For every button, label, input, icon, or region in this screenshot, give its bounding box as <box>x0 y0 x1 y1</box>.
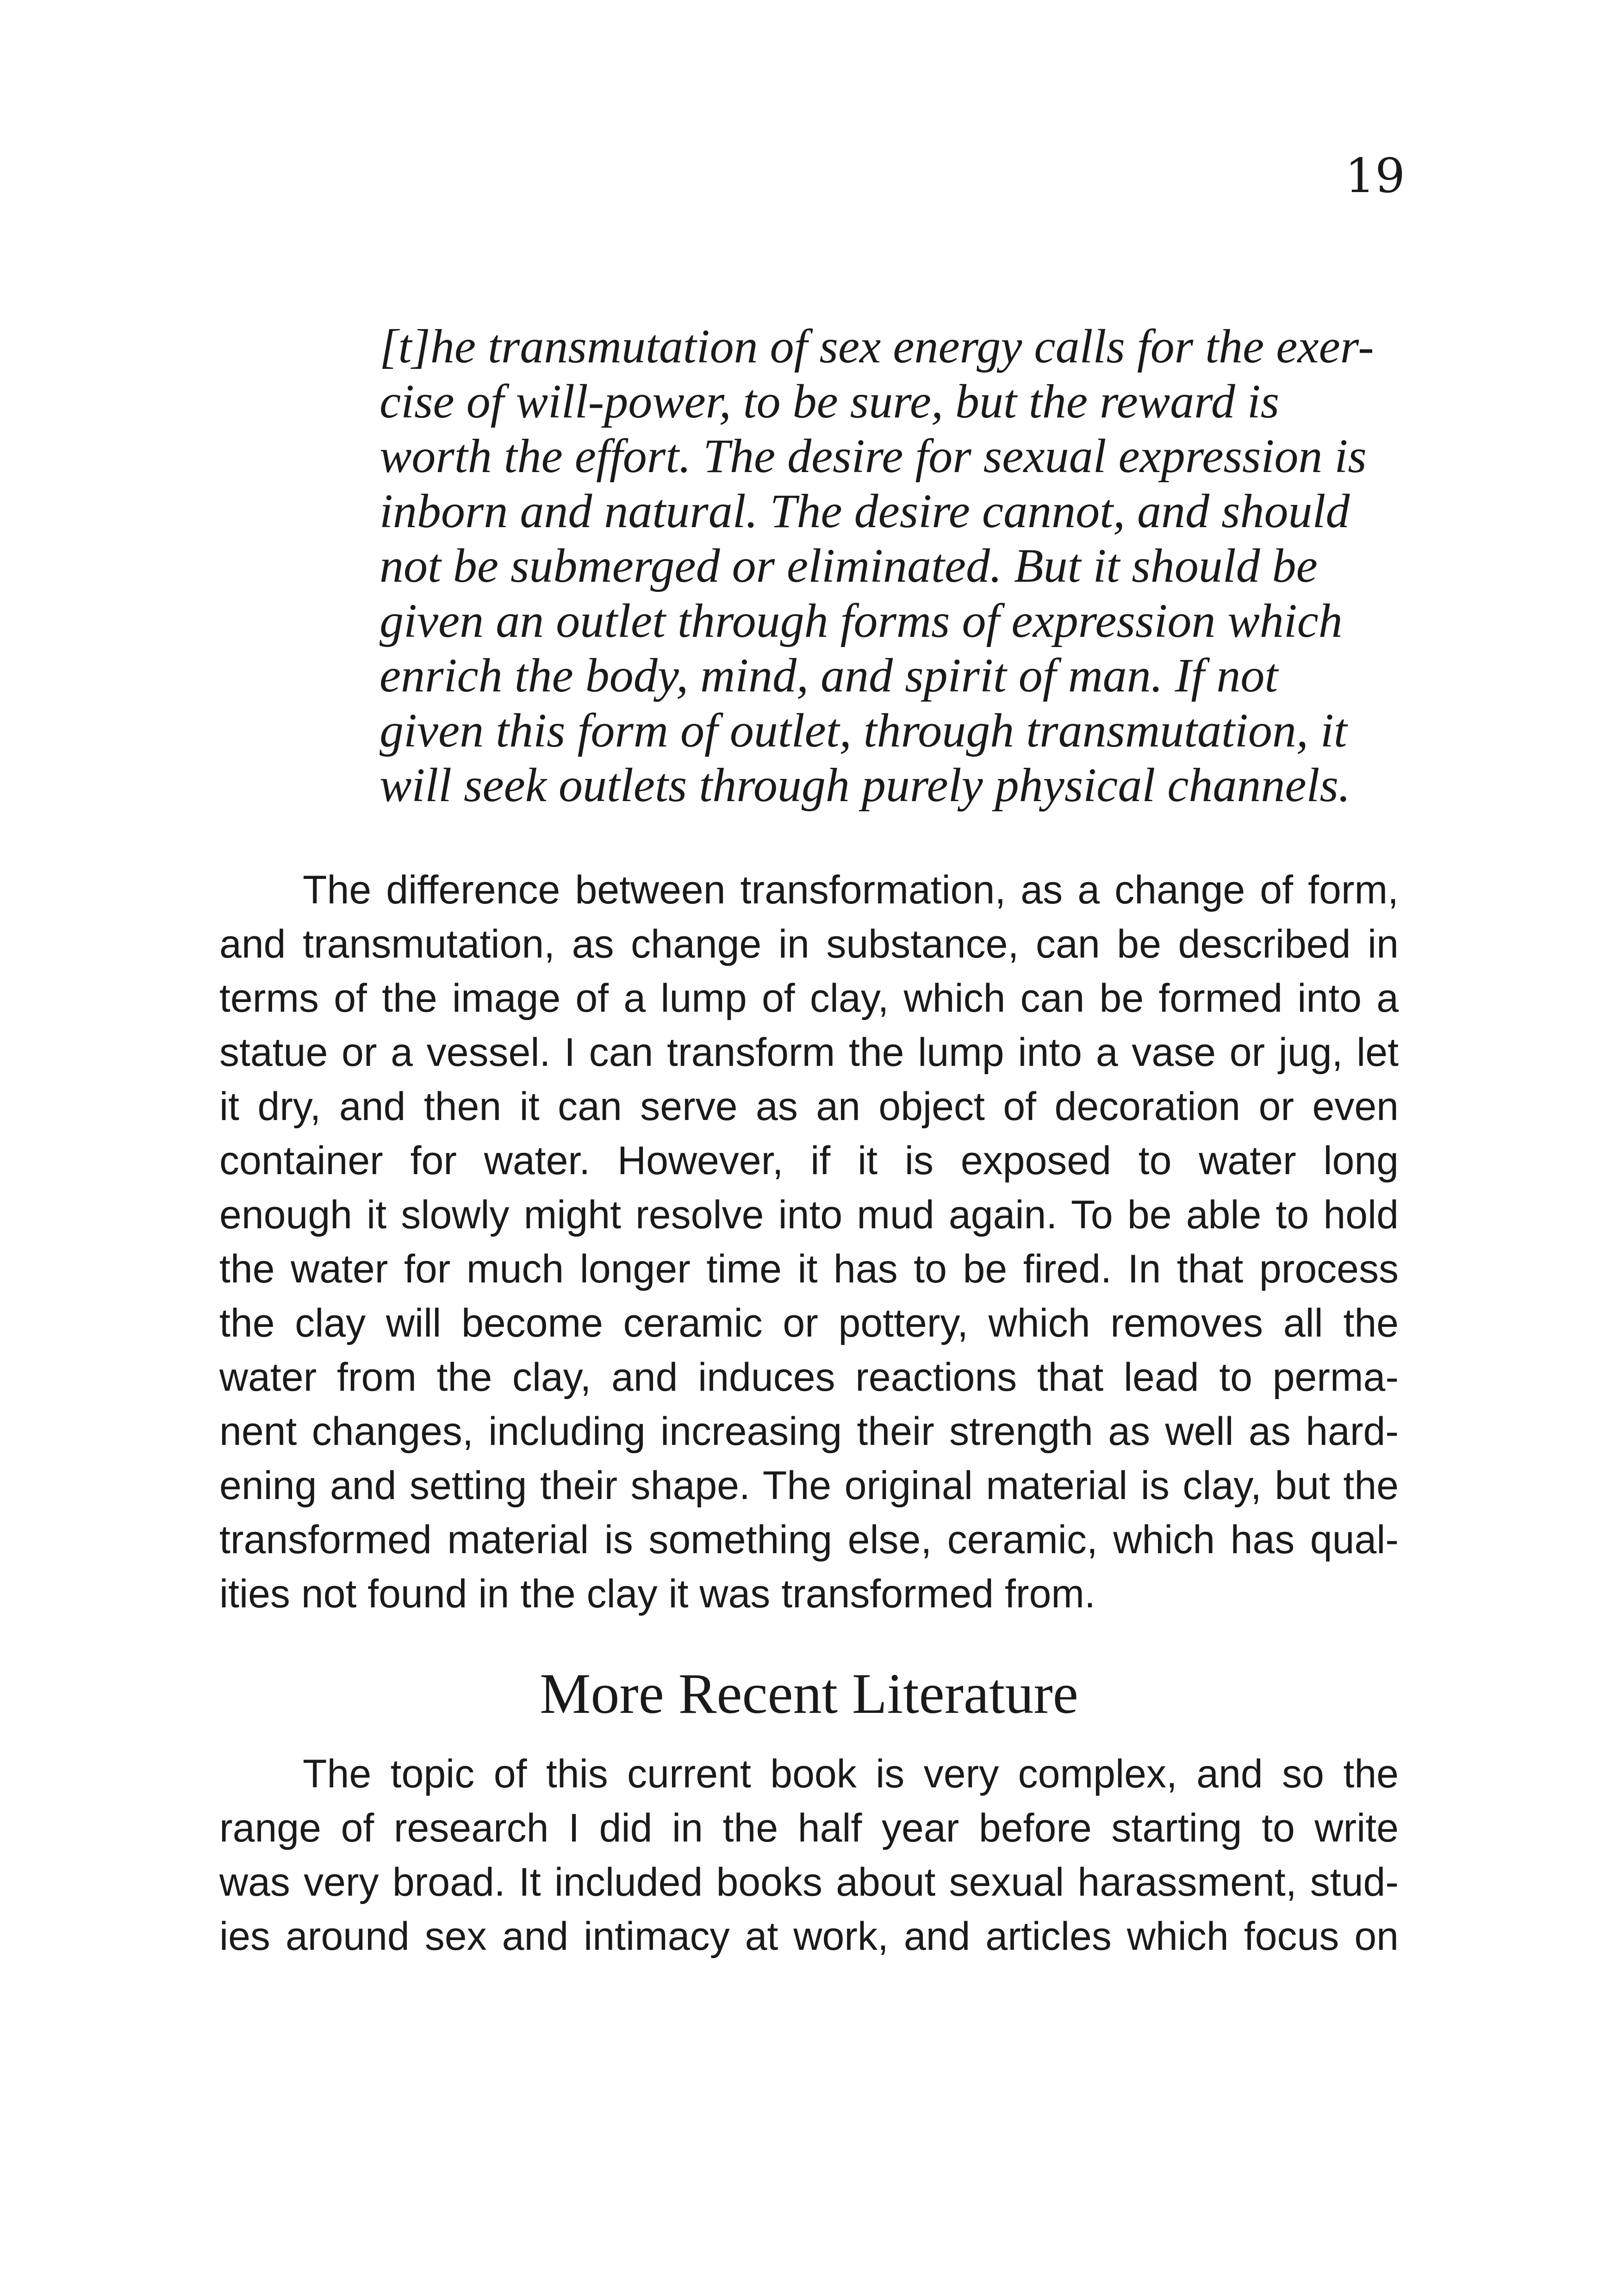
quote-line: will seek outlets through purely physical channels. <box>380 759 1350 812</box>
paragraph-line: range of research I did in the half year before starting to write <box>219 1806 1399 1850</box>
quote-line: given an outlet through forms of expression which <box>380 594 1343 647</box>
paragraph-line: The difference between transformation, as a change of form, <box>303 868 1399 912</box>
paragraph-line: statue or a vessel. I can transform the lump into a vase or jug, let <box>219 1030 1399 1075</box>
paragraph-line: ities not found in the clay it was transformed from. <box>219 1572 1095 1616</box>
paragraph-line: terms of the image of a lump of clay, which can be formed into a <box>219 976 1399 1020</box>
body-paragraph-transformation <box>219 863 1399 1621</box>
quote-line: [t]he transmutation of sex energy calls for the exer- <box>380 320 1374 373</box>
paragraph-line: was very broad. It included books about sexual harassment, stud- <box>219 1860 1399 1904</box>
paragraph-line: ies around sex and intimacy at work, and articles which focus on <box>219 1914 1399 1959</box>
body-paragraph-literature <box>219 1747 1399 1964</box>
paragraph-line: The topic of this current book is very complex, and so the <box>303 1752 1399 1796</box>
block-quote <box>380 319 1374 813</box>
paragraph-line: container for water. However, if it is exposed to water long <box>219 1139 1399 1183</box>
section-heading: More Recent Literature <box>540 1662 1078 1725</box>
page-number: 19 <box>1345 149 1405 204</box>
paragraph-line: enough it slowly might resolve into mud again. To be able to hold <box>219 1193 1399 1237</box>
paragraph-line: transformed material is something else, ceramic, which has qual- <box>219 1518 1399 1562</box>
paragraph-line: it dry, and then it can serve as an object of decoration or even <box>219 1084 1399 1129</box>
paragraph-line: ening and setting their shape. The original material is clay, but the <box>219 1463 1399 1508</box>
quote-line: enrich the body, mind, and spirit of man. If not <box>380 649 1278 702</box>
quote-line: cise of will-power, to be sure, but the reward is <box>380 374 1280 428</box>
quote-line: given this form of outlet, through transmutation, it <box>380 703 1347 757</box>
paragraph-line: nent changes, including increasing their strength as well as hard- <box>219 1409 1399 1454</box>
paragraph-line: water from the clay, and induces reactions that lead to perma- <box>219 1355 1399 1400</box>
paragraph-line: the water for much longer time it has to be fired. In that process <box>219 1247 1399 1291</box>
paragraph-line: the clay will become ceramic or pottery, which removes all the <box>219 1301 1399 1345</box>
quote-line: worth the effort. The desire for sexual expression is <box>380 429 1367 483</box>
quote-line: not be submerged or eliminated. But it should be <box>380 539 1318 592</box>
paragraph-line: and transmutation, as change in substance, can be described in <box>219 922 1399 966</box>
quote-line: inborn and natural. The desire cannot, and should <box>380 484 1350 538</box>
